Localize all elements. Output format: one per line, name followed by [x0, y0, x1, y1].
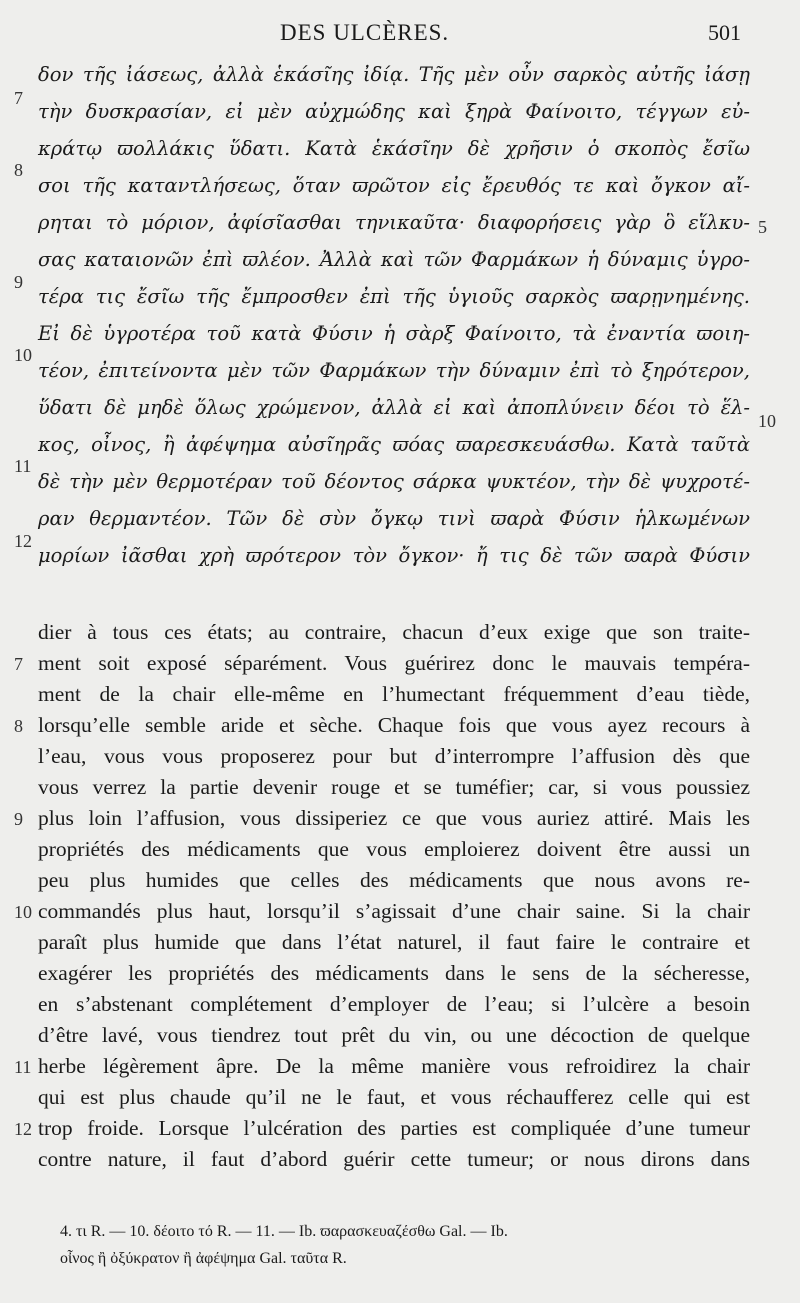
page-number: 501: [708, 20, 741, 45]
page-header: [0, 20, 800, 50]
running-title: DES ULCÈRES.: [280, 20, 450, 45]
french-line: lorsqu’elle semble aride et sèche. Chaque fois que vous ayez recours à: [38, 713, 750, 737]
french-line: d’être lavé, vous tiendrez tout prêt du vin, ou une décoction de quelque: [38, 1023, 750, 1047]
greek-line: μορίων ἰᾶσθαι χρὴ ϖρότερον τὸν ὄγκον· ἤ τις δὲ τῶν ϖαρὰ Φύσιν: [38, 544, 750, 567]
greek-line-number: 10: [14, 345, 32, 365]
greek-line: ὕδατι δὲ μηδὲ ὅλως χρώμενον, ἀλλὰ εἰ καὶ ἀποπλύνειν δέοι τὸ ἕλ-: [38, 396, 750, 419]
french-line: en s’abstenant complétement d’employer de l’eau; si l’ulcère a besoin: [38, 992, 750, 1016]
french-line-number: 7: [14, 654, 23, 674]
french-line: herbe légèrement âpre. De la même manière vous refroidirez la chair: [38, 1054, 750, 1078]
french-line: ment soit exposé séparément. Vous guérirez donc le mauvais tempéra-: [38, 651, 750, 675]
greek-line: κος, οἶνος, ἢ ἀφέψημα αὐσῖηρᾶς ϖόας ϖαρεσκευάσθω. Κατὰ ταῦτὰ: [38, 433, 750, 456]
greek-line-number: 9: [14, 272, 23, 292]
footnote-line: οἶνος ἢ ὀξύκρατον ἢ ἀφέψημα Gal. ταῦτα R.: [60, 1250, 347, 1267]
greek-margin-number: 10: [758, 411, 776, 431]
footnote-line: 4. τι R. — 10. δέοιτο τό R. — 11. — Ib. ϖαρασκευαζέσθω Gal. — Ib.: [60, 1223, 508, 1240]
french-line: paraît plus humide que dans l’état naturel, il faut faire le contraire et: [38, 930, 750, 954]
french-line: vous verrez la partie devenir rouge et se tuméfier; car, si vous poussiez: [38, 775, 750, 799]
french-line-number: 12: [14, 1119, 32, 1139]
french-line: l’eau, vous vous proposerez pour but d’interrompre l’affusion dès que: [38, 744, 750, 768]
french-line: ment de la chair elle-même en l’humectant fréquemment d’eau tiède,: [38, 682, 750, 706]
french-line: peu plus humides que celles des médicaments que nous avons re-: [38, 868, 750, 892]
greek-line: τέρα τις ἔσῖω τῆς ἔμπροσθεν ἐπὶ τῆς ὑγιοῦς σαρκὸς ϖαρῃνημένης.: [38, 285, 750, 308]
greek-line: δον τῆς ἰάσεως, ἀλλὰ ἑκάσῖης ἰδίᾳ. Τῆς μὲν οὖν σαρκὸς αὐτῆς ἰάσῃ: [38, 63, 750, 86]
greek-margin-number: 5: [758, 217, 767, 237]
greek-line-number: 11: [14, 456, 32, 476]
greek-line: ρηται τὸ μόριον, ἀφίσῖασθαι τηνικαῦτα· διαφορήσεις γὰρ ὃ εἵλκυ-: [38, 211, 750, 234]
french-line: exagérer les propriétés des médicaments dans le sens de la sécheresse,: [38, 961, 750, 985]
french-line: commandés plus haut, lorsqu’il s’agissait d’une chair saine. Si la chair: [38, 899, 750, 923]
greek-line: τέον, ἐπιτείνοντα μὲν τῶν Φαρμάκων τὴν δύναμιν ἐπὶ τὸ ξηρότερον,: [38, 359, 750, 382]
french-line-number: 9: [14, 809, 23, 829]
greek-line: σας καταιονῶν ἐπὶ ϖλέον. Ἀλλὰ καὶ τῶν Φαρμάκων ἡ δύναμις ὑγρο-: [38, 248, 750, 271]
french-line: contre nature, il faut d’abord guérir cette tumeur; or nous dirons dans: [38, 1147, 750, 1171]
french-line: propriétés des médicaments que vous emploierez doivent être aussi un: [38, 837, 750, 861]
french-line: plus loin l’affusion, vous dissiperiez ce que vous auriez attiré. Mais les: [38, 806, 750, 830]
french-line-number: 10: [14, 902, 32, 922]
french-line-number: 8: [14, 716, 23, 736]
greek-line: σοι τῆς καταντλήσεως, ὅταν ϖρῶτον εἰς ἔρευθός τε καὶ ὄγκον αἴ-: [38, 174, 750, 197]
greek-line: τὴν δυσκρασίαν, εἰ μὲν αὐχμώδης καὶ ξηρὰ Φαίνοιτο, τέγγων εὐ-: [38, 100, 750, 123]
greek-line-number: 12: [14, 531, 32, 551]
greek-line: δὲ τὴν μὲν θερμοτέραν τοῦ δέοντος σάρκα ψυκτέον, τὴν δὲ ψυχροτέ-: [38, 470, 750, 493]
greek-line-number: 7: [14, 88, 23, 108]
greek-line: Εἰ δὲ ὑγροτέρα τοῦ κατὰ Φύσιν ἡ σὰρξ Φαίνοιτο, τὰ ἐναντία ϖοιη-: [38, 322, 750, 345]
greek-line: ραν θερμαντέον. Τῶν δὲ σὺν ὄγκῳ τινὶ ϖαρὰ Φύσιν ἡλκωμένων: [38, 507, 750, 530]
french-line: qui est plus chaude qu’il ne le faut, et vous réchaufferez celle qui est: [38, 1085, 750, 1109]
french-line: dier à tous ces états; au contraire, chacun d’eux exige que son traite-: [38, 620, 750, 644]
french-line-number: 11: [14, 1057, 32, 1077]
french-line: trop froide. Lorsque l’ulcération des parties est compliquée d’une tumeur: [38, 1116, 750, 1140]
greek-line: κράτῳ ϖολλάκις ὕδατι. Κατὰ ἑκάσῖην δὲ χρῆσιν ὁ σκοπὸς ἔσῖω: [38, 137, 750, 160]
greek-line-number: 8: [14, 160, 23, 180]
